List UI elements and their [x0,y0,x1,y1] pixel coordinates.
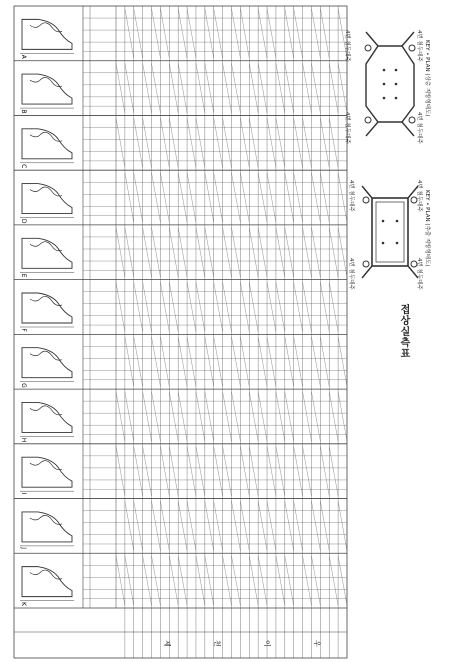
cell-strike [134,337,143,386]
cell-strike [143,282,152,331]
cell-strike [187,9,196,58]
cell-strike [205,556,214,605]
cell-strike [249,392,258,441]
cell-strike [294,9,303,58]
cell-strike [311,556,320,605]
cell-strike [294,282,303,331]
cell-strike [134,447,143,496]
cell-strike [152,392,161,441]
group-label: 천 [213,640,221,647]
cell-strike [320,118,329,167]
cell-strike [338,556,347,605]
cell-strike [160,118,169,167]
cell-strike [267,173,276,222]
cell-strike [152,63,161,112]
cell-strike [285,173,294,222]
cell-strike [258,63,267,112]
cell-strike [205,392,214,441]
cell-strike [294,118,303,167]
cell-strike [240,447,249,496]
section-labels [20,55,27,607]
cell-strike [267,118,276,167]
cell-strike [205,228,214,277]
cell-strike [232,173,241,222]
key-plan-caption: KEY • PLAN (상층 지방형태도) [424,40,430,117]
section-label: E [20,273,27,278]
cell-strike [276,447,285,496]
section-label: K [20,602,27,606]
cell-strike [240,9,249,58]
cell-strike [303,392,312,441]
group-labels [163,640,321,647]
cell-strike [276,118,285,167]
cell-strike [320,9,329,58]
cell-strike [285,63,294,112]
cell-strike [240,337,249,386]
cell-strike [311,228,320,277]
corner-label: 4번 첨두대주 [416,258,422,290]
cell-strike [303,282,312,331]
corner-label: 4번 첨두대주 [348,258,354,290]
cell-strike [125,173,134,222]
cell-strike [214,337,223,386]
capital-profile-drawing [20,402,74,436]
cell-strike [294,337,303,386]
cell-strike [196,228,205,277]
cell-strike [311,337,320,386]
corner-label: 4번 첨두대주 [416,112,422,144]
cell-strike [258,173,267,222]
cell-strike [169,392,178,441]
cell-strike [125,501,134,550]
cell-strike [160,501,169,550]
cell-strike [320,282,329,331]
cell-strike [134,501,143,550]
cell-strike [338,228,347,277]
cell-strike [196,118,205,167]
cell-strike [249,63,258,112]
cell-strike [240,173,249,222]
cell-strike [116,556,125,605]
cell-strike [232,63,241,112]
cell-strike [223,118,232,167]
cell-strike [196,556,205,605]
cell-strike [143,556,152,605]
cell-strike [258,556,267,605]
group-label: 이 [263,640,271,647]
cell-strike [160,337,169,386]
section-label: D [20,218,27,224]
capital-profile-drawing [20,74,74,108]
cell-strike [196,447,205,496]
cell-strike [205,173,214,222]
cell-strike [258,501,267,550]
cell-strike [178,9,187,58]
cell-strike [320,501,329,550]
capital-profile-drawing [20,19,74,53]
cell-strike [258,9,267,58]
cell-strike [311,173,320,222]
cell-strike [125,392,134,441]
cell-strike [214,9,223,58]
cell-strike [187,337,196,386]
cell-strike [214,173,223,222]
cell-strike [223,282,232,331]
cell-strike [196,282,205,331]
cell-strike [303,447,312,496]
cell-strike [338,63,347,112]
section-label: A [20,54,27,59]
capital-profile-drawing [20,238,74,272]
cell-strike [338,337,347,386]
cell-strike [205,9,214,58]
cell-strike [329,118,338,167]
cell-strike [152,228,161,277]
cell-strike [249,556,258,605]
cell-strike [232,337,241,386]
cell-strike [214,447,223,496]
cell-strike [152,173,161,222]
cell-strike [178,501,187,550]
cell-strike [178,63,187,112]
cell-strike [187,118,196,167]
cell-strike [329,63,338,112]
cell-strike [196,63,205,112]
corner-label: 4번 첨두대주 [344,112,350,144]
corner-label: 4번 첨두대주 [416,180,422,212]
cell-strike [303,118,312,167]
cell-strike [160,282,169,331]
cell-strike [311,63,320,112]
cell-strike [338,392,347,441]
cell-strike [338,501,347,550]
cell-strike [116,282,125,331]
cell-strike [196,392,205,441]
cell-strike [223,228,232,277]
cell-strike [285,556,294,605]
cell-strike [205,337,214,386]
cell-strike [169,556,178,605]
cell-strike [303,63,312,112]
cell-strike [143,63,152,112]
cell-strike [187,173,196,222]
cell-strike [205,63,214,112]
cell-strike [267,501,276,550]
corner-label: 4번 첨두대주 [344,30,350,62]
cell-strike [223,392,232,441]
cell-strike [125,63,134,112]
cell-strike [178,228,187,277]
cell-strike [134,118,143,167]
cell-strike [338,173,347,222]
cell-strike [320,173,329,222]
cell-strike [240,501,249,550]
cell-strike [152,9,161,58]
cell-strike [249,228,258,277]
group-label: 제 [163,640,171,647]
cell-strike [214,282,223,331]
capital-profile-drawing [20,567,74,601]
cell-strike [223,63,232,112]
cell-strike [329,392,338,441]
cell-strike [160,447,169,496]
cell-strike [232,9,241,58]
capital-profile-drawing [20,457,74,491]
section-label: C [20,164,27,169]
cell-strike [240,282,249,331]
cell-strike [311,501,320,550]
cell-strike [125,9,134,58]
cell-strike [187,282,196,331]
cell-strike [116,447,125,496]
cell-strike [303,228,312,277]
cell-strike [329,556,338,605]
cell-strike [116,118,125,167]
section-label: H [20,437,27,443]
cell-strike [249,282,258,331]
capital-profile-drawing [20,348,74,382]
cell-strike [205,501,214,550]
cell-strike [125,228,134,277]
cell-strike [116,392,125,441]
cell-strike [303,556,312,605]
cell-strike [276,63,285,112]
cell-strike [152,337,161,386]
cell-strike [116,228,125,277]
cell-strike [134,173,143,222]
section-label: F [20,328,27,332]
cell-strike [294,173,303,222]
section-label: B [20,109,27,114]
cell-strike [267,447,276,496]
cell-strike [134,9,143,58]
cell-strike [152,556,161,605]
cell-strike [311,9,320,58]
cell-strike [143,118,152,167]
cell-strike [258,392,267,441]
section-label: G [20,383,27,388]
section-label: J [20,547,27,550]
cell-strike [160,173,169,222]
cell-strike [294,501,303,550]
cell-strike [169,282,178,331]
cell-strike [214,118,223,167]
key-plan-rect [358,176,422,288]
cell-strike [276,556,285,605]
cell-strike [160,9,169,58]
cell-strike [169,228,178,277]
capital-profile-drawing [20,184,74,218]
cell-strike [152,501,161,550]
corner-label: 4번 첨두대주 [416,30,422,62]
cell-strike [187,501,196,550]
cell-strike [267,282,276,331]
cell-strike [240,118,249,167]
key-plan-caption: KEY • PLAN (추출 지방형태도) [424,190,430,267]
cell-strike [276,392,285,441]
cell-strike [267,337,276,386]
cell-strike [223,556,232,605]
cell-strike [232,501,241,550]
cell-strike [285,9,294,58]
cell-strike [249,447,258,496]
cell-strike [178,337,187,386]
cell-strike [169,447,178,496]
cell-strike [285,337,294,386]
cell-strike [134,282,143,331]
cell-strike [143,447,152,496]
cell-strike [223,447,232,496]
cell-strike [178,392,187,441]
cell-strike [232,228,241,277]
cell-strike [285,501,294,550]
cell-strike [258,228,267,277]
cell-strike [214,501,223,550]
cell-strike [178,173,187,222]
sheet-title: 접상실측표 [398,304,409,359]
cell-strike [258,337,267,386]
cell-strike [125,337,134,386]
cell-strike [276,228,285,277]
cell-strike [125,556,134,605]
cell-strike [329,228,338,277]
cell-strike [143,228,152,277]
section-label: I [20,492,27,495]
section-drawings [20,19,74,600]
capital-profile-drawing [20,293,74,327]
cell-strike [285,228,294,277]
cell-strike [320,337,329,386]
cell-strike [169,118,178,167]
group-label: 우 [313,640,321,647]
capital-profile-drawing [20,129,74,163]
corner-label: 4번 첨두대주 [348,180,354,212]
cell-strike [276,282,285,331]
cell-strike [232,556,241,605]
cell-strike [294,447,303,496]
capital-profile-drawing [20,512,74,546]
cell-strike [232,392,241,441]
cell-strike [285,392,294,441]
cell-strike [311,392,320,441]
cell-strike [178,556,187,605]
cell-strike [320,447,329,496]
cell-strike [329,447,338,496]
cell-strike [249,118,258,167]
cell-strike [187,447,196,496]
cell-strike [329,282,338,331]
cell-strike [143,392,152,441]
cell-strike [169,63,178,112]
cell-strike [116,63,125,112]
cell-strike [267,9,276,58]
